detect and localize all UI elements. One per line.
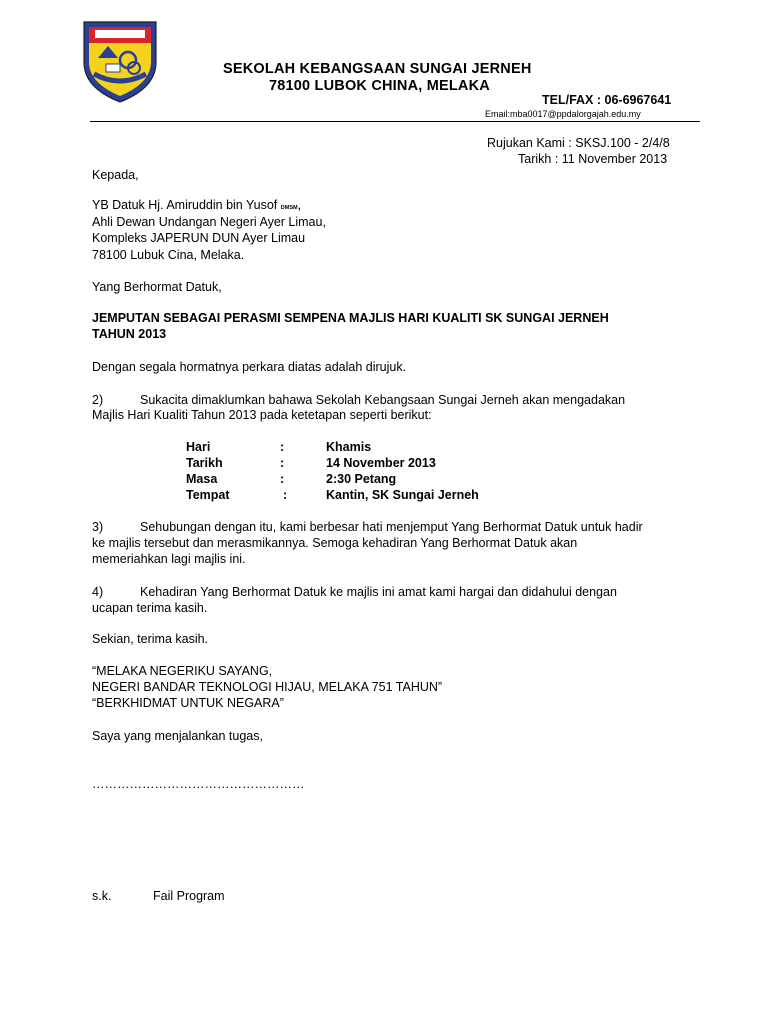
paragraph-2-number: 2)	[92, 393, 104, 407]
detail-label-masa: Masa	[186, 472, 218, 486]
recipient-name-text: YB Datuk Hj. Amiruddin bin Yusof	[92, 198, 278, 212]
tel-fax: TEL/FAX : 06-6967641	[542, 93, 672, 107]
kepada-label: Kepada,	[92, 168, 139, 182]
recipient-line-4: 78100 Lubuk Cina, Melaka.	[92, 248, 245, 262]
sk-value: Fail Program	[153, 889, 225, 903]
detail-value-tarikh: 14 November 2013	[326, 456, 436, 470]
detail-label-hari: Hari	[186, 440, 211, 454]
detail-label-tempat: Tempat	[186, 488, 230, 502]
reference-number: Rujukan Kami : SKSJ.100 - 2/4/8	[487, 136, 670, 150]
paragraph-2-line-1: Sukacita dimaklumkan bahawa Sekolah Kebangsaan Sungai Jerneh akan mengadakan	[140, 393, 626, 407]
school-name: SEKOLAH KEBANGSAAN SUNGAI JERNEH	[223, 61, 532, 77]
subject-line-2: TAHUN 2013	[92, 327, 167, 341]
letter-date: Tarikh : 11 November 2013	[518, 152, 668, 166]
duty-statement: Saya yang menjalankan tugas,	[92, 729, 263, 743]
motto-line-3: “BERKHIDMAT UNTUK NEGARA”	[92, 696, 284, 710]
detail-value-hari: Khamis	[326, 440, 372, 454]
paragraph-3-line-3: memeriahkan lagi majlis ini.	[92, 552, 246, 566]
paragraph-1: Dengan segala hormatnya perkara diatas adalah dirujuk.	[92, 360, 407, 374]
paragraph-3-number: 3)	[92, 520, 104, 534]
detail-colon: :	[280, 472, 285, 486]
subject-line-1: JEMPUTAN SEBAGAI PERASMI SEMPENA MAJLIS HARI KUALITI SK SUNGAI JERNEH	[92, 311, 609, 325]
sk-label: s.k.	[92, 889, 112, 903]
signature-line: ……………………………………………	[92, 777, 305, 791]
school-crest-logo	[78, 18, 162, 104]
detail-colon: :	[280, 440, 285, 454]
paragraph-4-line-1: Kehadiran Yang Berhormat Datuk ke majlis ini amat kami hargai dan didahului dengan	[140, 585, 617, 599]
paragraph-3-line-1: Sehubungan dengan itu, kami berbesar hati menjemput Yang Berhormat Datuk untuk hadir	[140, 520, 643, 534]
detail-value-tempat: Kantin, SK Sungai Jerneh	[326, 488, 479, 502]
paragraph-2-line-2: Majlis Hari Kualiti Tahun 2013 pada ketetapan seperti berikut:	[92, 408, 432, 422]
school-address: 78100 LUBOK CHINA, MELAKA	[269, 78, 490, 94]
motto-line-1: “MELAKA NEGERIKU SAYANG,	[92, 664, 273, 678]
email-address: Email:mba0017@ppdalorgajah.edu.my	[485, 109, 641, 119]
detail-label-tarikh: Tarikh	[186, 456, 223, 470]
salutation: Yang Berhormat Datuk,	[92, 280, 222, 294]
recipient-line-2: Ahli Dewan Undangan Negeri Ayer Limau,	[92, 215, 326, 229]
paragraph-3-line-2: ke majlis tersebut dan merasmikannya. Semoga kehadiran Yang Berhormat Datuk akan	[92, 536, 578, 550]
detail-colon: :	[280, 456, 285, 470]
detail-value-masa: 2:30 Petang	[326, 472, 397, 486]
paragraph-4-line-2: ucapan terima kasih.	[92, 601, 208, 615]
letterhead-divider	[90, 121, 700, 122]
closing-thanks: Sekian, terima kasih.	[92, 632, 209, 646]
recipient-name: YB Datuk Hj. Amiruddin bin Yusof DMSM,	[92, 198, 302, 212]
motto-line-2: NEGERI BANDAR TEKNOLOGI HIJAU, MELAKA 751 TAHUN”	[92, 680, 443, 694]
recipient-title-abbrev: DMSM	[280, 205, 298, 211]
paragraph-4-number: 4)	[92, 585, 104, 599]
detail-colon: :	[283, 488, 288, 502]
recipient-line-3: Kompleks JAPERUN DUN Ayer Limau	[92, 231, 306, 245]
